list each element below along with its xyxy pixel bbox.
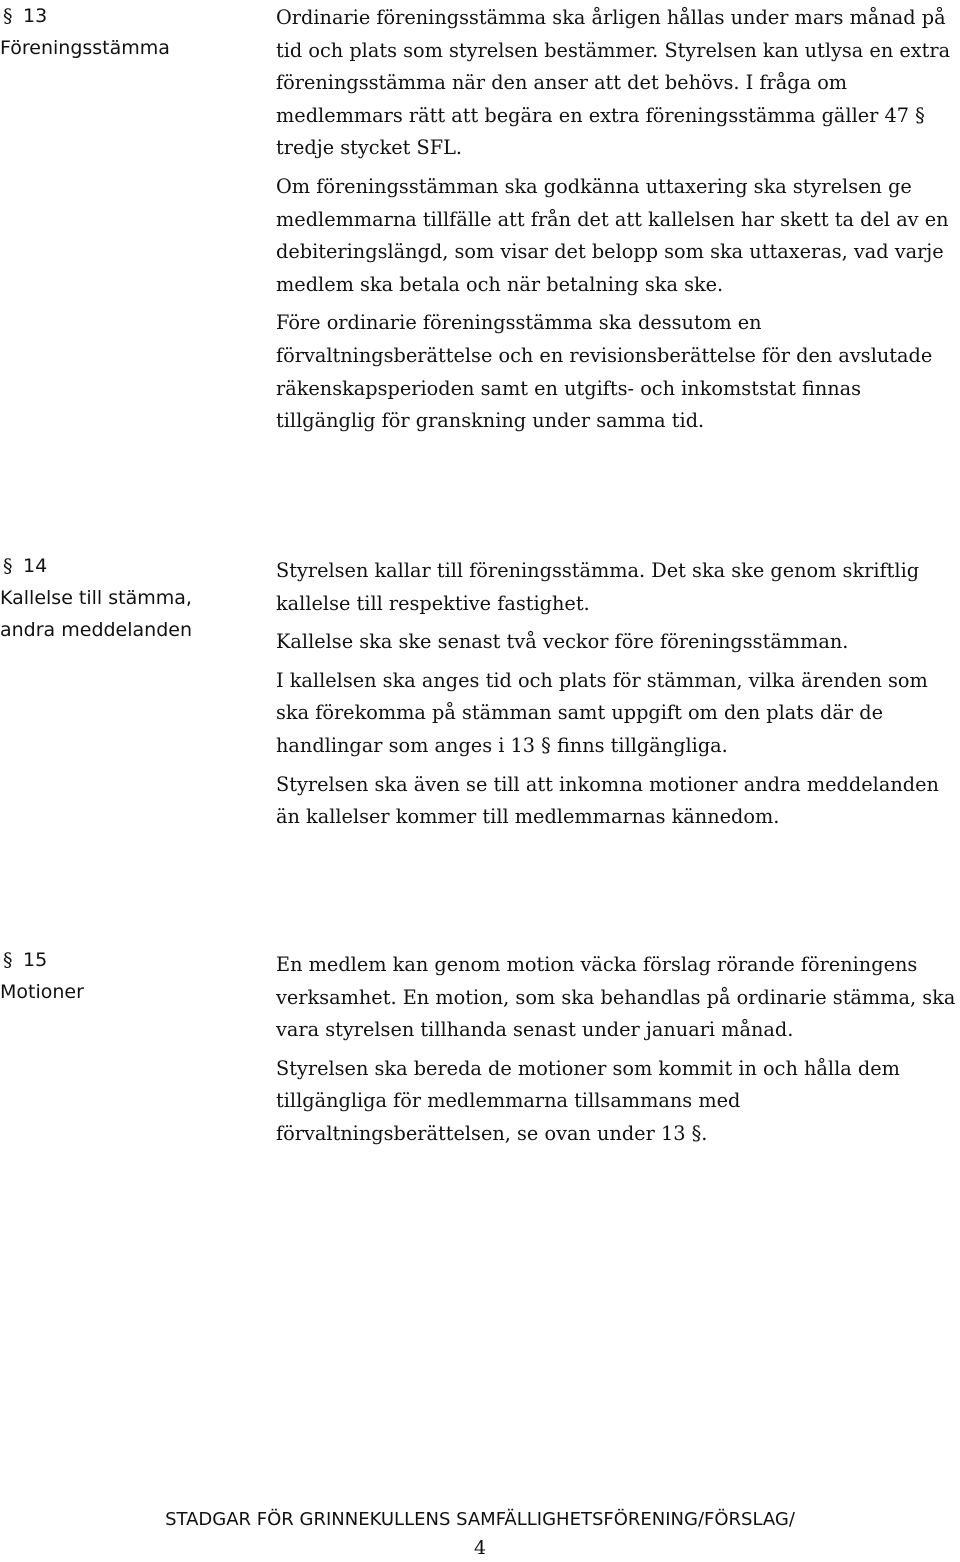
section-body [276,2,956,444]
paragraph: Styrelsen ska bereda de motioner som kommit in och hålla dem tillgängliga för medlemmarna tillsammans med förvaltningsberättelsen, se ovan under 13 §. [276,1056,900,1145]
paragraph: I kallelsen ska anges tid och plats för stämman, vilka ärenden som ska förekomma på stämman samt uppgift om den plats där de handlingar som anges i 13 § finns tillgängliga. [276,668,928,757]
section-title: Föreningsstämma [0,37,170,59]
page-number: 4 [473,1537,487,1559]
section-number-value: 13 [23,5,48,27]
section-body [276,949,956,1157]
section-heading [0,944,262,1008]
section-title: Kallelse till stämma, andra meddelanden [0,587,193,641]
section-number-value: 15 [23,949,48,971]
section-heading [0,0,262,64]
paragraph-symbol-icon: § [3,949,13,971]
paragraph: Före ordinarie föreningsstämma ska dessutom en förvaltningsberättelse och en revisionsberättelse för den avslutade räkenskapsperioden samt en utgifts- och inkomststat finnas tillgänglig för granskning under samma tid. [276,311,933,433]
paragraph: Om föreningsstämman ska godkänna uttaxering ska styrelsen ge medlemmarna tillfälle att från det att kallelsen har skett ta del av en debiteringslängd, som visar det belopp som ska uttaxeras, vad varje medlem ska betala och när betalning ska ske. [276,174,949,296]
section-title: Motioner [0,981,84,1003]
paragraph-symbol-icon: § [3,5,13,27]
paragraph-symbol-icon: § [3,555,13,577]
section-body [276,555,956,840]
paragraph: Kallelse ska ske senast två veckor före föreningsstämman. [276,630,849,654]
section-number [0,0,262,32]
section-number [0,944,262,976]
paragraph: Ordinarie föreningsstämma ska årligen hållas under mars månad på tid och plats som styrelsen bestämmer. Styrelsen kan utlysa en extra föreningsstämma när den anser att det behövs. I fråga om medlemmars rätt att begära en extra föreningsstämma gäller 47 § tredje stycket SFL. [276,6,951,160]
section-heading [0,550,262,646]
paragraph: Styrelsen ska även se till att inkomna motioner andra meddelanden än kallelser kommer till medlemmarnas kännedom. [276,772,939,829]
section-number [0,550,262,582]
paragraph: En medlem kan genom motion väcka förslag rörande föreningens verksamhet. En motion, som ska behandlas på ordinarie stämma, ska vara styrelsen tillhanda senast under januari månad. [276,953,956,1042]
footer-title: STADGAR FÖR GRINNEKULLENS SAMFÄLLIGHETSFÖRENING/FÖRSLAG/ [165,1509,795,1530]
paragraph: Styrelsen kallar till föreningsstämma. Det ska ske genom skriftlig kallelse till respektive fastighet. [276,559,920,615]
page-footer [0,1506,960,1562]
section-number-value: 14 [23,555,48,577]
